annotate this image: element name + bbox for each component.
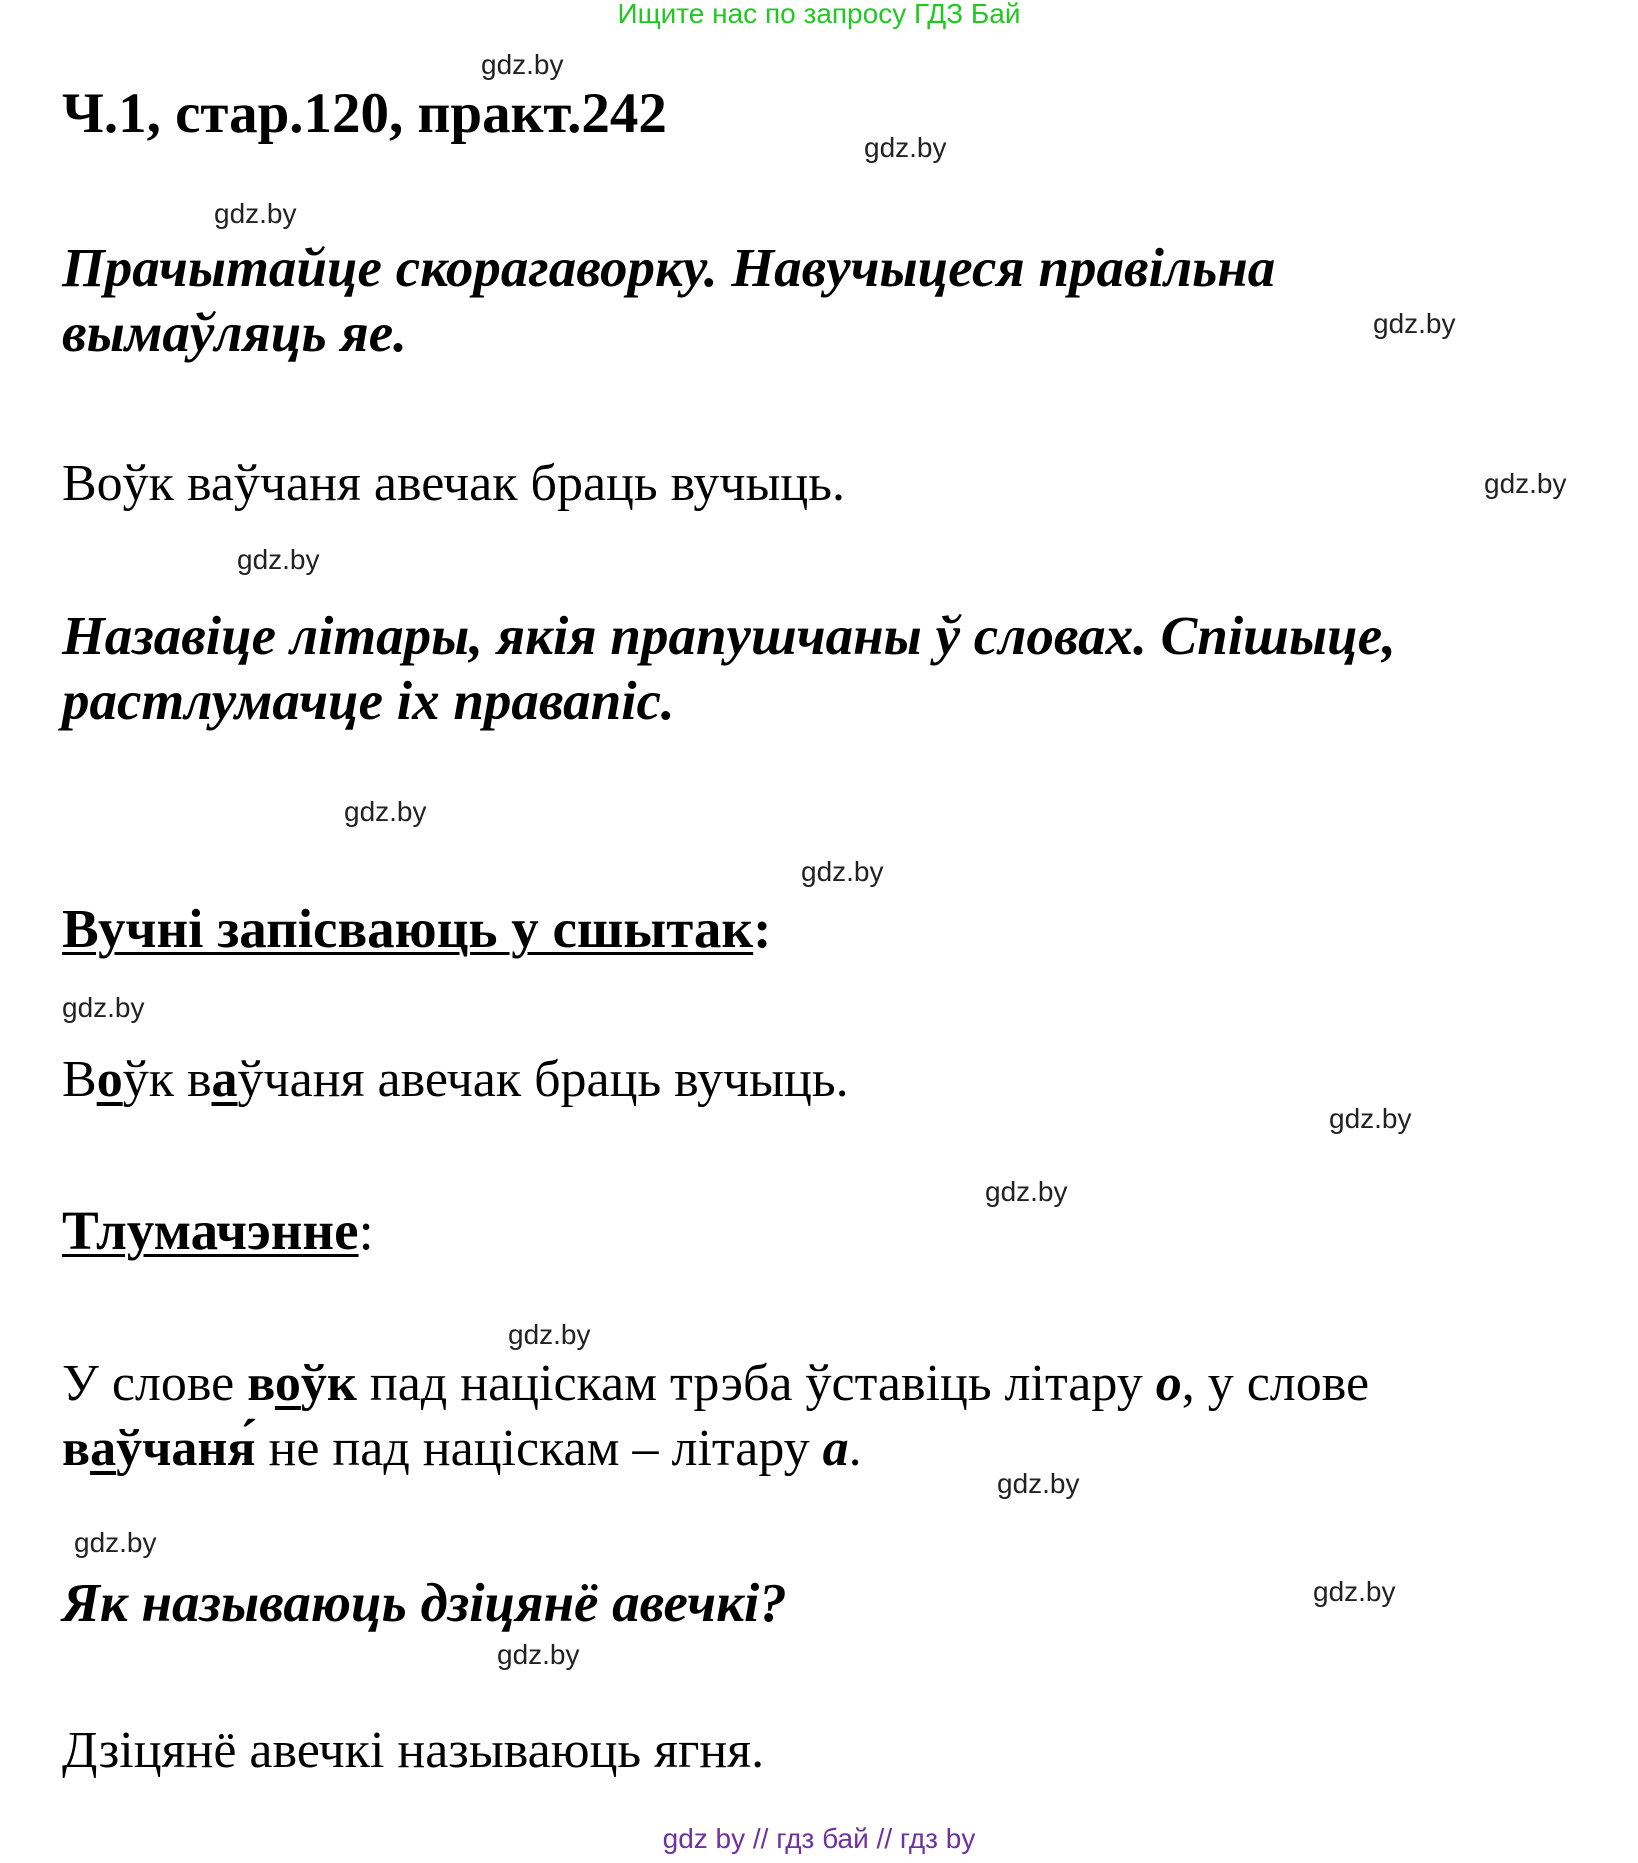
footer-links[interactable]: gdz by // гдз бай // гдз by: [662, 1823, 976, 1854]
task-instruction-2: [62, 603, 1396, 733]
watermark: gdz.by: [801, 856, 884, 887]
watermark: gdz.by: [497, 1639, 580, 1670]
text-fragment: ўк в: [122, 1051, 212, 1108]
word-fragment: ўк: [300, 1355, 357, 1412]
watermark: gdz.by: [997, 1468, 1080, 1499]
word-fragment: в: [247, 1355, 275, 1412]
tongue-twister: Воўк ваўчаня авечак браць вучыць.: [62, 455, 845, 512]
text-fragment: .: [848, 1420, 862, 1477]
section-header-written-text: Вучні запісваюць у сшытак: [62, 898, 754, 959]
text-fragment: , у слове: [1181, 1355, 1370, 1412]
letter: о: [1155, 1355, 1182, 1412]
watermark: gdz.by: [74, 1527, 157, 1558]
task-1-line-1: Прачытайце скорагаворку. Навучыцеся правільна: [62, 237, 1276, 298]
watermark: gdz.by: [344, 796, 427, 827]
text-fragment: В: [62, 1051, 97, 1108]
text-fragment: не пад націскам – літару: [255, 1420, 823, 1477]
written-sentence: [62, 1049, 849, 1111]
explanation-line-1: [62, 1351, 1369, 1416]
watermark: gdz.by: [1484, 468, 1567, 499]
task-instruction-1: [62, 235, 1275, 365]
inserted-letter: а: [211, 1051, 238, 1108]
text-fragment: пад націскам трэба ўставіць літару: [356, 1355, 1156, 1412]
watermark: gdz.by: [1313, 1576, 1396, 1607]
word-fragment: ўчаня́: [116, 1420, 256, 1477]
watermark: gdz.by: [1373, 308, 1456, 339]
explanation-line-2: [62, 1416, 1369, 1481]
task-2-line-1: Назавіце літары, якія прапушчаны ў словах. Спішыце,: [62, 605, 1396, 666]
word-fragment: в: [62, 1420, 91, 1477]
section-header-explanation: [62, 1198, 374, 1264]
watermark: gdz.by: [62, 992, 145, 1023]
answer: Дзіцянё авечкі называюць ягня.: [62, 1722, 765, 1779]
explanation-paragraph: [62, 1351, 1369, 1481]
task-2-line-2: растлумачце іх правапіс.: [62, 670, 675, 731]
section-header-written: [62, 896, 771, 962]
watermark: gdz.by: [237, 544, 320, 575]
section-header-explanation-text: Тлумачэнне: [62, 1200, 359, 1261]
inserted-letter: о: [96, 1051, 123, 1108]
inserted-letter: о: [274, 1355, 301, 1412]
inserted-letter: а: [90, 1420, 117, 1477]
watermark: gdz.by: [508, 1319, 591, 1350]
text-fragment: У слове: [62, 1355, 248, 1412]
search-banner[interactable]: Ищите нас по запросу ГДЗ Бай: [617, 0, 1021, 29]
colon: :: [753, 898, 772, 959]
watermark: gdz.by: [481, 49, 564, 80]
colon: :: [358, 1200, 374, 1261]
watermark: gdz.by: [864, 132, 947, 163]
watermark: gdz.by: [1329, 1103, 1412, 1134]
page-title: Ч.1, стар.120, практ.242: [62, 82, 667, 145]
watermark: gdz.by: [214, 198, 297, 229]
text-fragment: ўчаня авечак браць вучыць.: [237, 1051, 849, 1108]
watermark: gdz.by: [985, 1176, 1068, 1207]
letter: а: [822, 1420, 849, 1477]
task-1-line-2: вымаўляць яе.: [62, 302, 407, 363]
question: Як называюць дзіцянё авечкі?: [62, 1572, 787, 1633]
